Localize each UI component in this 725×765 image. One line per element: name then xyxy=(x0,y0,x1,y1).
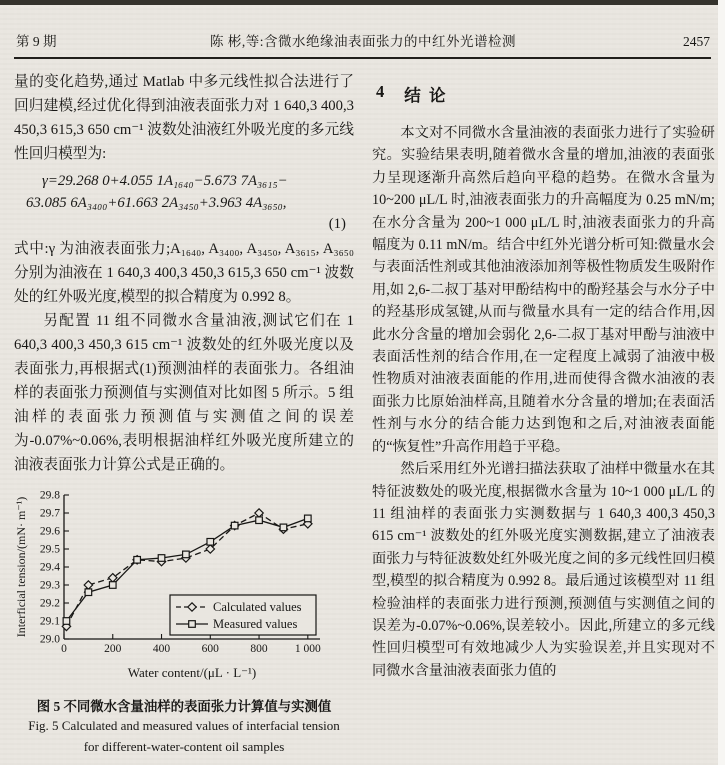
journal-issue: 第 9 期 xyxy=(16,34,57,49)
running-title: 陈 彬,等:含微水绝缘油表面张力的中红外光谱检测 xyxy=(209,34,516,49)
svg-text:29.6: 29.6 xyxy=(39,525,60,538)
equation-1 xyxy=(14,170,354,235)
conclusion-paragraph-1: 本文对不同微水含量油液的表面张力进行了实验研究。实验结果表明,随着微水含量的增加,油液的表面张力呈现逐渐升高然后趋向平稳的趋势。在微水含量为 10~200 μL/L 时,油液表面张力的升高幅度为 0.25 mN/m;在水分含量为 200~1 000 μL/L 时,油液表面张力的升高幅度为 0.11 mN/m。结合中红外光谱分析可知:微量水会与表面活性剂或其他油液添加剂等极性物质发生吸附作用,如 2,6-二叔丁基对甲酚结构中的酚羟基会与水分子中的羟基形成氢键,从而与微量水具有一定的结合作用,因此水分含量的增加会弱化 2,6-二叔丁基对甲酚与油液中表面活性剂的结合作用,在一定程度上减弱了油液中极性物质对油液表面能的作用,进而使得含微水油液的表面张力比原始油样高,且随着水分含量的增加;在表面活性剂与水分的结合能力达到饱和之后,对油液表面能的“恢复性”升高作用趋于平稳。 xyxy=(372,125,715,455)
page-header xyxy=(16,30,710,50)
section-heading xyxy=(376,82,715,106)
equation-number: (1) xyxy=(328,216,346,232)
y-axis-label: Interficial tension/(mN· m⁻¹) xyxy=(14,496,28,638)
section-title: 结 论 xyxy=(404,86,446,105)
svg-text:29.2: 29.2 xyxy=(39,597,60,610)
equation-line-2: 63.085 6A₃₄₀₀+61.663 2A₃₄₅₀+3.963 4A₃₆₅₀, xyxy=(26,195,287,211)
x-axis-label: Water content/(μL · L⁻¹) xyxy=(127,665,257,680)
svg-text:29.4: 29.4 xyxy=(39,561,60,574)
svg-text:29.3: 29.3 xyxy=(39,579,60,592)
header-rule xyxy=(14,57,711,59)
scan-edge-artifact xyxy=(0,0,718,5)
figure-caption-en-line2: for different-water-content oil samples xyxy=(83,739,285,754)
svg-text:200: 200 xyxy=(104,643,122,655)
svg-text:600: 600 xyxy=(201,643,219,655)
chart-legend xyxy=(170,595,316,635)
paragraph-prediction: 另配置 11 组不同微水含量油液,测试它们在 1 640,3 400,3 450,3 615 cm⁻¹ 波数处的红外吸光度以及表面张力,再根据式(1)预测油样的表面张力。各组油样的表面张力预测值与实测值对比如图 5 所示。5 组油样的表面张力预测值与实测值之间的误差为-0.07%~0.06%,表明根据油样红外吸光度所建立的油液表面张力计算公式是正确的。 xyxy=(14,313,354,473)
svg-text:400: 400 xyxy=(152,643,171,655)
figure5-chart xyxy=(14,485,346,683)
paragraph-where: 式中:γ 为油液表面张力;A₁₆₄₀, A₃₄₀₀, A₃₄₅₀, A₃₆₁₅, A₃₆₅₀ 分别为油液在 1 640,3 400,3 450,3 615,3 650 cm⁻¹ 波数处的红外吸光度,模型的拟合精度为 0.992 8。 xyxy=(14,241,354,305)
svg-text:29.0: 29.0 xyxy=(39,633,60,646)
svg-text:29.7: 29.7 xyxy=(39,507,60,520)
conclusion-paragraph-2: 然后采用红外光谱扫描法获取了油样中微量水在其特征波数处的吸光度,根据微水含量为 10~1 000 μL/L 的 11 组油样的表面张力实测数据与 1 640,3 400,3 450,3 615 cm⁻¹ 波数处的红外吸光度实测数据,建立了油液表面张力与特征波数处红外吸光度之间的多元线性回归模型,模型的拟合精度为 0.992 8。最后通过该模型对 11 组检验油样的表面张力进行预测,预测值与实测值之间的误差为-0.07%~0.06%,误差较小。因此,所建立的多元线性回归模型可有效地减少人为实验误差,并且实现对不同微水含量油液表面张力值的 xyxy=(372,461,715,679)
svg-text:29.8: 29.8 xyxy=(39,489,60,502)
svg-text:Measured values: Measured values xyxy=(213,617,298,631)
svg-text:1 000: 1 000 xyxy=(294,643,321,655)
svg-text:Calculated values: Calculated values xyxy=(213,600,302,614)
figure-caption-zh: 图 5 不同微水含量油样的表面张力计算值与实测值 xyxy=(36,699,332,714)
figure-caption-en-line1: Fig. 5 Calculated and measured values of interfacial tension xyxy=(28,718,340,733)
svg-text:29.1: 29.1 xyxy=(39,615,60,628)
page-number: 2457 xyxy=(683,34,710,49)
svg-text:29.5: 29.5 xyxy=(39,543,60,556)
svg-text:800: 800 xyxy=(250,643,268,655)
svg-text:0: 0 xyxy=(61,643,67,655)
right-column xyxy=(372,82,715,682)
equation-line-1: γ=29.268 0+4.055 1A₁₆₄₀−5.673 7A₃₆₁₅− xyxy=(42,173,288,189)
figure5 xyxy=(14,485,354,688)
section-number: 4 xyxy=(376,82,385,101)
left-column xyxy=(14,70,354,757)
paragraph-intro: 量的变化趋势,通过 Matlab 中多元线性拟合法进行了回归建模,经过优化得到油液表面张力对 1 640,3 400,3 450,3 615,3 650 cm⁻¹ 波数处油液红外吸光度的多元线性回归模型为: xyxy=(14,74,354,162)
